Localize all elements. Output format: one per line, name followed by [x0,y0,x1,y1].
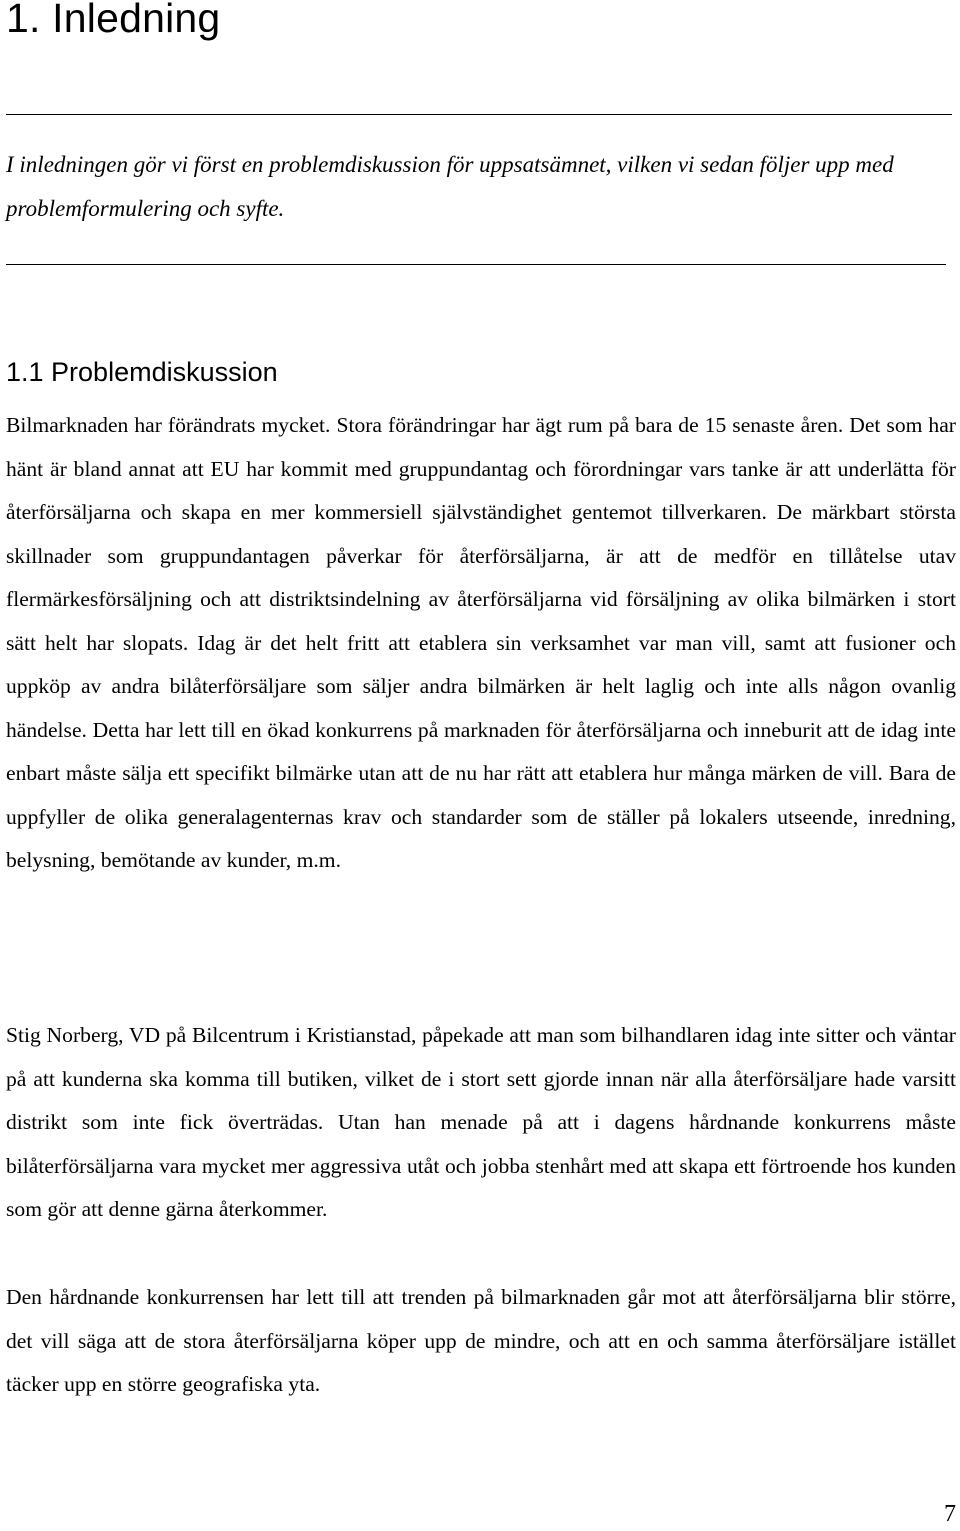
section-title: 1.1 Problemdiskussion [6,357,278,387]
paragraph: Stig Norberg, VD på Bilcentrum i Kristianstad, påpekade att man som bilhandlaren idag inte sitter och väntar på att kunderna ska komma till butiken, vilket de i stort sett gjorde innan när alla återförsäljare hade varsitt distrikt som inte fick överträdas. Utan han menade på att i dagens hårdnande konkurrens måste bilåterförsäljarna vara mycket mer aggressiva utåt och jobba stenhårt med att skapa ett förtroende hos kunden som gör att denne gärna återkommer. [6,1023,956,1221]
bottom-divider [6,264,946,265]
paragraph: Den hårdnande konkurrensen har lett till att trenden på bilmarknaden går mot att återförsäljarna blir större, det vill säga att de stora återförsäljarna köper upp de mindre, och att en och samma återförsäljare istället täcker upp en större geografiska yta. [6,1285,956,1396]
chapter-title: 1. Inledning [6,0,221,41]
paragraph: Bilmarknaden har förändrats mycket. Stora förändringar har ägt rum på bara de 15 senaste åren. Det som har hänt är bland annat att EU har kommit med gruppundantag och förordningar vars tanke är att underlätta för återförsäljarna och skapa en mer kommersiell självständighet gentemot tillverkaren. De märkbart största skillnader som gruppundantagen påverkar för återförsäljarna, är att de medför en tillåtelse utav flermärkesförsäljning och att distriktsindelning av återförsäljarna vid försäljning av olika bilmärken i stort sätt helt har slopats. Idag är det helt fritt att etablera sin verksamhet var man vill, samt att fusioner och uppköp av andra bilåterförsäljare som säljer andra bilmärken är helt laglig och inte alls någon ovanlig händelse. Detta har lett till en ökad konkurrens på marknaden för återförsäljarna och inneburit att de idag inte enbart måste sälja ett specifikt bilmärke utan att de nu har rätt att etablera hur många märken de vill. Bara de uppfyller de olika generalagenternas krav och standarder som de ställer på lokalers utseende, inredning, belysning, bemötande av kunder, m.m. [6,413,956,872]
top-divider [6,114,952,115]
page-number: 7 [944,1501,956,1527]
intro-text: I inledningen gör vi först en problemdiskussion för uppsatsämnet, vilken vi sedan följer upp med problemformulering och syfte. [6,152,894,221]
